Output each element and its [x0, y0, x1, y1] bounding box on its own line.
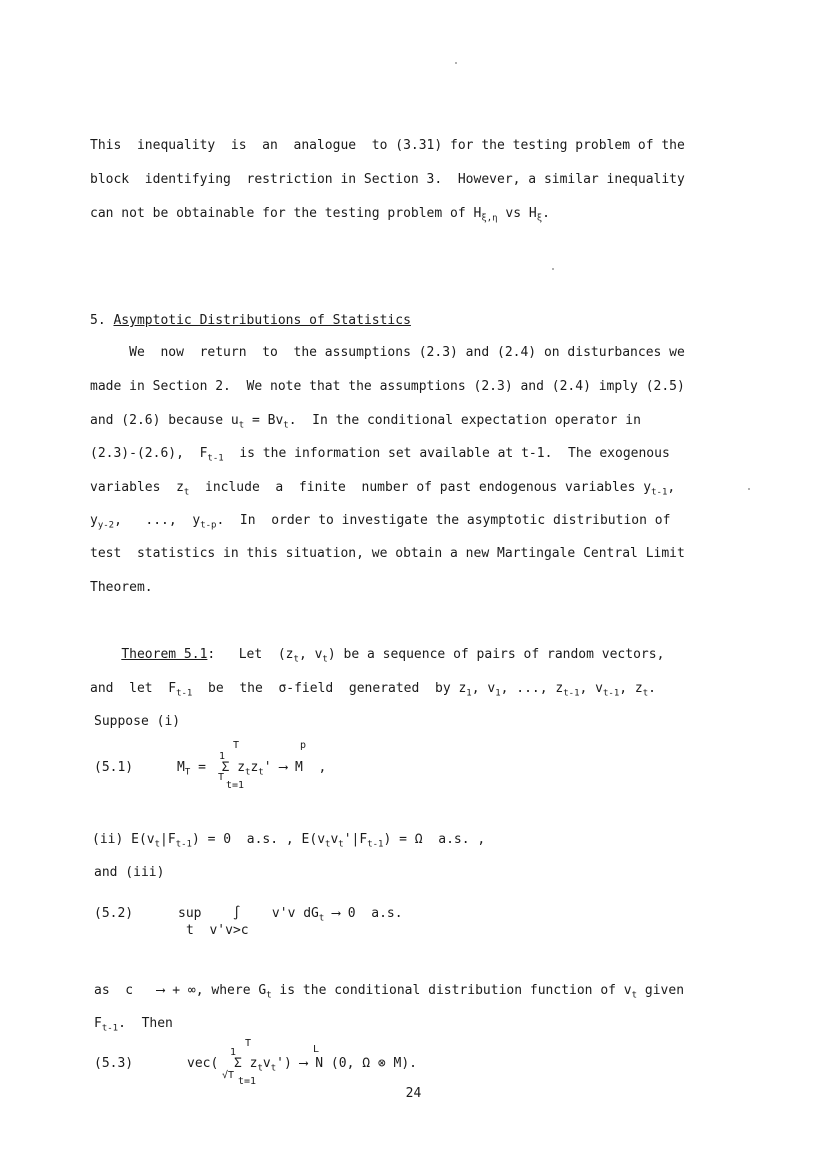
eq52-body: sup ∫ v'v $dG_t$ ⟶ 0 a.s. [178, 906, 403, 924]
eq53-frac-num: 1 [230, 1047, 237, 1058]
eq52-label: (5.2) [94, 906, 134, 921]
para2-line5: variables $z_t$ include a finite number of past endogenous variables $y_{t-1}$, [90, 480, 676, 498]
para2-line2: made in Section 2. We note that the assumptions (2.3) and (2.4) imply (2.5) [90, 379, 685, 394]
para2-line7: test statistics in this situation, we obtain a new Martingale Central Limit [90, 546, 685, 561]
eq51-sum-top: T [233, 740, 240, 751]
para3-line1: as c ⟶ + ∞, where $G_t$ is the conditional distribution function of $v_t$ given [94, 983, 685, 1001]
eq51-label: (5.1) [94, 760, 134, 775]
theorem-line1: Theorem 5.1: Let ($z_t$, $v_t$) be a sequence of pairs of random vectors, [121, 647, 665, 665]
section-title: Asymptotic Distributions of Statistics [113, 313, 411, 328]
section-heading [90, 313, 411, 329]
eq53-sum-bottom: t=1 [238, 1076, 257, 1087]
eq51-frac-den: T [218, 772, 225, 783]
para2-line4: (2.3)-(2.6), $F_{t-1}$ is the information set available at t-1. The exogenous [90, 446, 670, 464]
eq52-bottom: t v'v>c [186, 923, 249, 938]
eq53-arrow-label: L [313, 1044, 320, 1055]
eq51-frac-num: 1 [219, 751, 226, 762]
scan-speck [748, 488, 750, 490]
eq53-sum-top: T [245, 1038, 252, 1049]
theorem-line2: and let $F_{t-1}$ be the σ-field generated by $z_1$, $v_1$, ..., $z_{t-1}$, $v_{t-1}$, $z_t$. [90, 681, 656, 699]
page-number: 24 [405, 1086, 422, 1101]
scan-speck [552, 268, 554, 270]
para2-line3: and (2.6) because $u_t = Bv_t$. In the conditional expectation operator in [90, 413, 641, 431]
para1-line3: can not be obtainable for the testing problem of $H_{\xi,\eta}$ vs $H_\xi$. [90, 206, 550, 224]
eq53-label: (5.3) [94, 1056, 134, 1071]
eq51-arrow-label: p [300, 740, 307, 751]
para1-line1: This inequality is an analogue to (3.31) for the testing problem of the [90, 138, 685, 153]
eq51-sum-bottom: t=1 [226, 780, 245, 791]
para2-line8: Theorem. [90, 580, 153, 595]
scan-speck [455, 62, 457, 64]
eq53-body: vec( Σ $z_tv_t'$) ⟶ N (0, Ω ⊗ M). [187, 1056, 418, 1074]
para2-line1: We now return to the assumptions (2.3) and (2.4) on disturbances we [90, 345, 685, 360]
condition-ii: (ii) $E(v_t|F_{t-1}) = 0$ a.s. , $E(v_tv_t'|F_{t-1}) = \Omega$ a.s. , [92, 832, 486, 850]
para1-line2: block identifying restriction in Section 3. However, a similar inequality [90, 172, 685, 187]
section-number: 5. [90, 313, 106, 328]
eq51-body: $M_T = \Sigma$ $z_tz_t'$ ⟶ M , [177, 760, 327, 778]
condition-iii-intro: and (iii) [94, 865, 165, 880]
theorem-label: Theorem 5.1 [121, 647, 208, 662]
para2-line6: $y_{y-2}$, ..., $y_{t-p}$. In order to investigate the asymptotic distribution of [90, 513, 671, 531]
theorem-line3: Suppose (i) [94, 714, 181, 729]
eq53-frac-den: √T [222, 1070, 235, 1081]
para3-line2: $F_{t-1}$. Then [94, 1016, 173, 1034]
